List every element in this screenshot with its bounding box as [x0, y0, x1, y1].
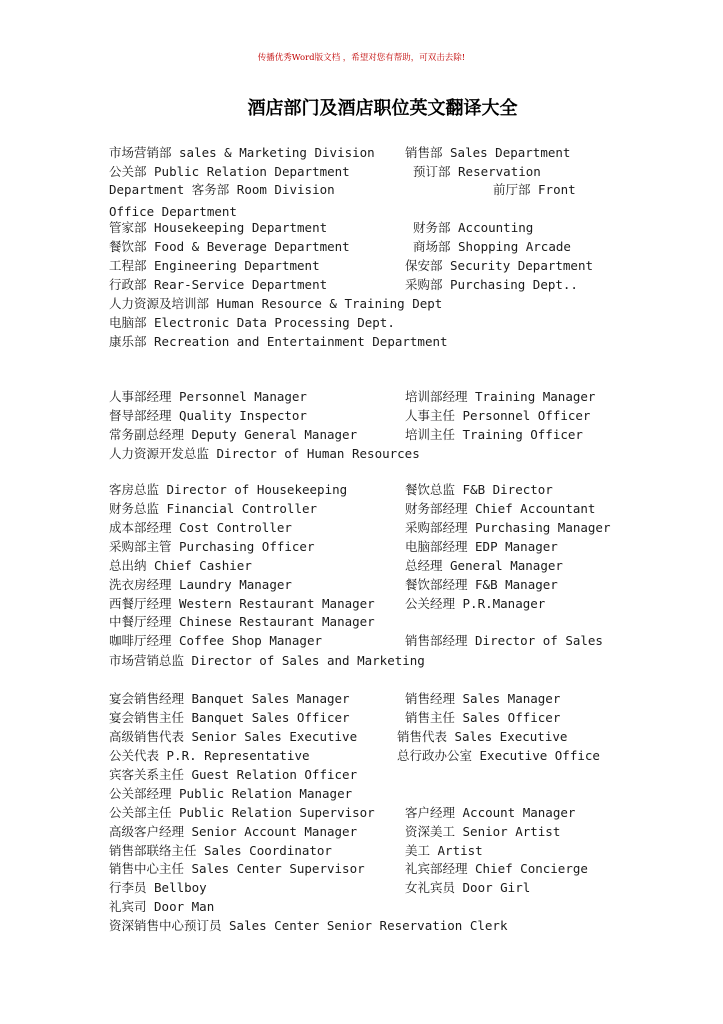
dept-line: Department 客务部 Room Division — [109, 182, 335, 197]
position-line: 电脑部经理 EDP Manager — [405, 539, 558, 554]
position-line: 餐饮总监 F&B Director — [405, 482, 553, 497]
position-line: 中餐厅经理 Chinese Restaurant Manager — [109, 614, 375, 629]
position-line: 公关部经理 Public Relation Manager — [109, 786, 353, 801]
position-line: 总行政办公室 Executive Office — [397, 748, 600, 763]
position-line: 总出纳 Chief Cashier — [109, 558, 252, 573]
dept-line: 电脑部 Electronic Data Processing Dept. — [109, 315, 395, 330]
position-line: 销售部联络主任 Sales Coordinator — [109, 843, 332, 858]
position-line: 财务总监 Financial Controller — [109, 501, 318, 516]
position-line: 财务部经理 Chief Accountant — [405, 501, 596, 516]
position-line: 采购部主管 Purchasing Officer — [109, 539, 315, 554]
position-line: 常务副总经理 Deputy General Manager — [109, 427, 358, 442]
position-line: 客户经理 Account Manager — [405, 805, 576, 820]
dept-line: 采购部 Purchasing Dept.. — [405, 277, 578, 292]
position-line: 资深美工 Senior Artist — [405, 824, 561, 839]
position-line: 高级客户经理 Senior Account Manager — [109, 824, 358, 839]
dept-line: 前厅部 Front — [493, 182, 576, 197]
position-line: 公关经理 P.R.Manager — [405, 596, 546, 611]
position-line: 总经理 General Manager — [405, 558, 563, 573]
position-line: 宴会销售主任 Banquet Sales Officer — [109, 710, 350, 725]
position-line: 销售经理 Sales Manager — [405, 691, 561, 706]
dept-line: 人力资源及培训部 Human Resource & Training Dept — [109, 296, 443, 311]
dept-line: 预订部 Reservation — [413, 164, 541, 179]
position-line: 高级销售代表 Senior Sales Executive — [109, 729, 358, 744]
dept-line: 公关部 Public Relation Department — [109, 164, 350, 179]
position-line: 公关代表 P.R. Representative — [109, 748, 310, 763]
position-line: 销售部经理 Director of Sales — [405, 633, 603, 648]
dept-line: 行政部 Rear-Service Department — [109, 277, 328, 292]
document-title: 酒店部门及酒店职位英文翻译大全 — [247, 98, 518, 119]
position-line: 销售代表 Sales Executive — [397, 729, 568, 744]
position-line: 宾客关系主任 Guest Relation Officer — [109, 767, 358, 782]
position-line: 礼宾司 Door Man — [109, 899, 215, 914]
dept-line: 管家部 Housekeeping Department — [109, 220, 328, 235]
position-line: 成本部经理 Cost Controller — [109, 520, 292, 535]
position-line: 美工 Artist — [405, 843, 483, 858]
dept-line: 销售部 Sales Department — [405, 145, 571, 160]
position-line: 礼宾部经理 Chief Concierge — [405, 861, 588, 876]
position-line: 培训主任 Training Officer — [405, 427, 583, 442]
dept-line: Office Department — [109, 204, 237, 219]
position-line: 咖啡厅经理 Coffee Shop Manager — [109, 633, 323, 648]
position-line: 采购部经理 Purchasing Manager — [405, 520, 611, 535]
position-line: 市场营销总监 Director of Sales and Marketing — [109, 653, 425, 668]
dept-line: 康乐部 Recreation and Entertainment Department — [109, 334, 448, 349]
position-line: 人事主任 Personnel Officer — [405, 408, 591, 423]
position-line: 宴会销售经理 Banquet Sales Manager — [109, 691, 350, 706]
dept-line: 保安部 Security Department — [405, 258, 594, 273]
position-line: 培训部经理 Training Manager — [405, 389, 596, 404]
position-line: 西餐厅经理 Western Restaurant Manager — [109, 596, 375, 611]
position-line: 女礼宾员 Door Girl — [405, 880, 531, 895]
position-line: 人事部经理 Personnel Manager — [109, 389, 307, 404]
dept-line: 商场部 Shopping Arcade — [413, 239, 571, 254]
position-line: 客房总监 Director of Housekeeping — [109, 482, 348, 497]
position-line: 资深销售中心预订员 Sales Center Senior Reservation Clerk — [109, 918, 508, 933]
position-line: 督导部经理 Quality Inspector — [109, 408, 307, 423]
dept-line: 财务部 Accounting — [413, 220, 534, 235]
position-line: 行李员 Bellboy — [109, 880, 207, 895]
position-line: 公关部主任 Public Relation Supervisor — [109, 805, 375, 820]
position-line: 销售中心主任 Sales Center Supervisor — [109, 861, 365, 876]
header-note: 传播优秀Word版文档 ，希望对您有帮助，可双击去除! — [257, 53, 466, 63]
dept-line: 餐饮部 Food & Beverage Department — [109, 239, 350, 254]
position-line: 餐饮部经理 F&B Manager — [405, 577, 558, 592]
position-line: 人力资源开发总监 Director of Human Resources — [109, 446, 420, 461]
dept-line: 工程部 Engineering Department — [109, 258, 320, 273]
position-line: 洗衣房经理 Laundry Manager — [109, 577, 292, 592]
position-line: 销售主任 Sales Officer — [405, 710, 561, 725]
dept-line: 市场营销部 sales & Marketing Division — [109, 145, 375, 160]
